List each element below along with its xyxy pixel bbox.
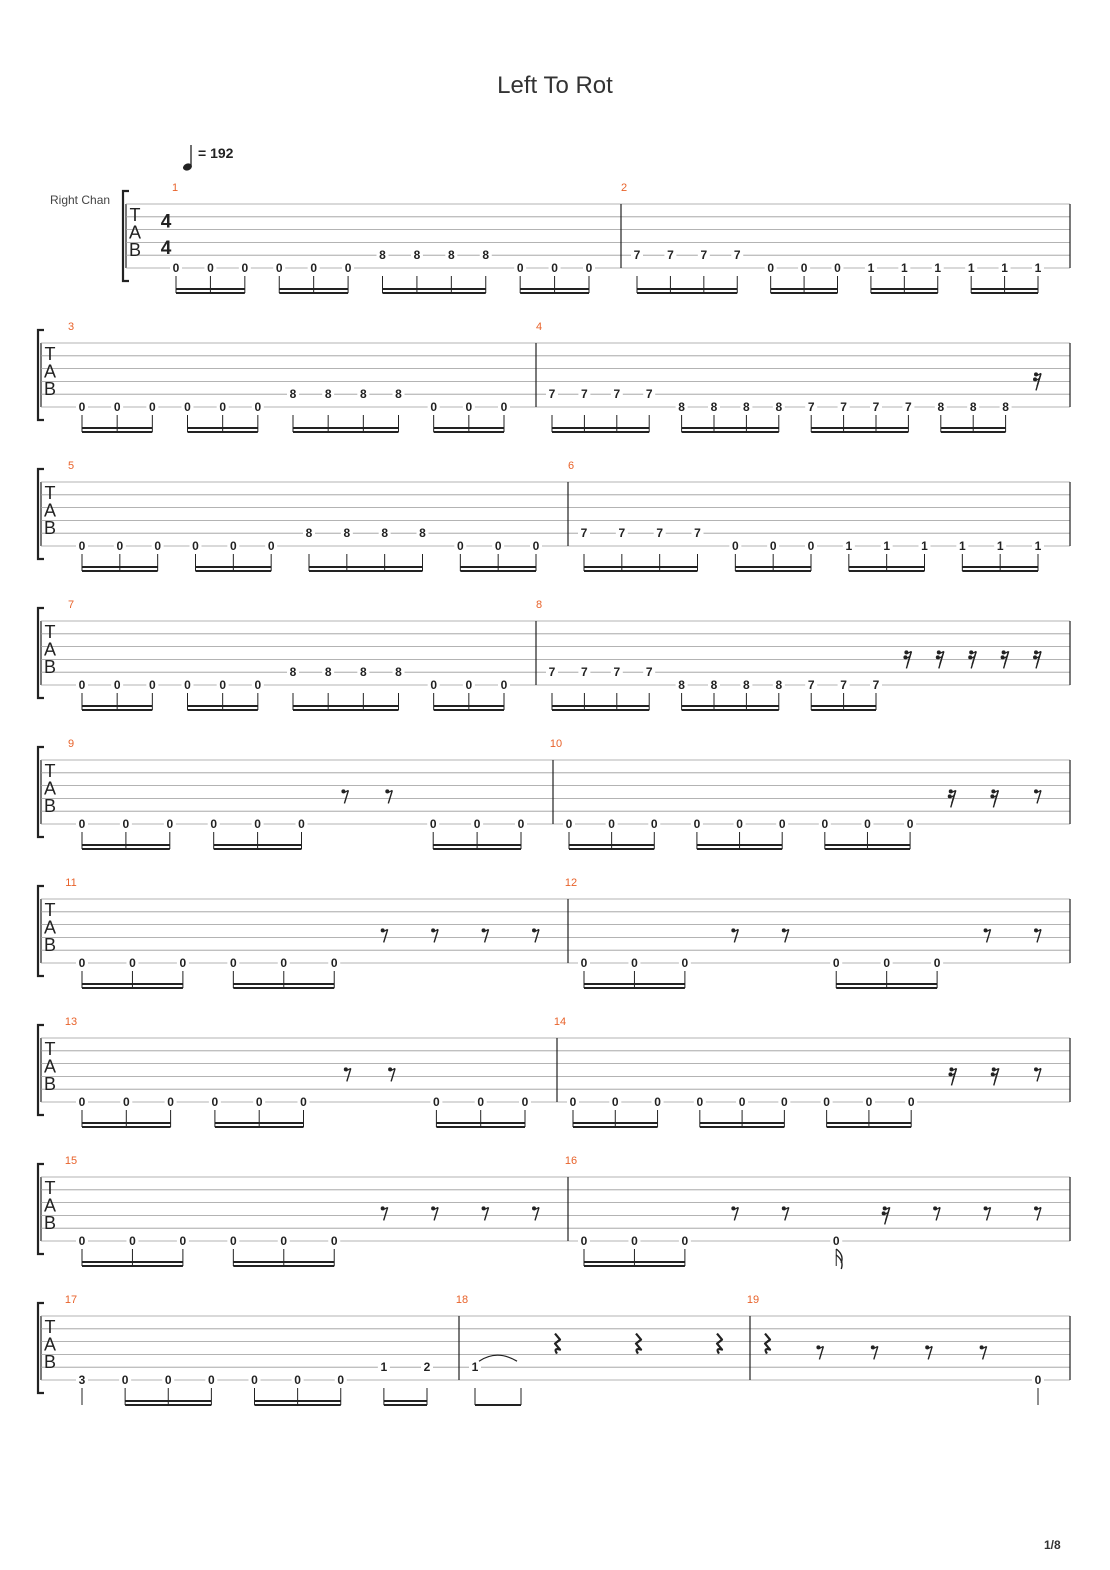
fret-number: 8: [710, 678, 718, 692]
fret-number: 0: [631, 1234, 638, 1248]
fret-number: 8: [359, 387, 367, 402]
fret-number: 0: [631, 956, 638, 970]
tab-clef-b: B: [43, 1213, 57, 1233]
fret-number: 8: [395, 665, 402, 680]
tab-clef-b: B: [43, 1074, 57, 1094]
rest-quarter: [555, 1334, 560, 1354]
measure-number: 1: [171, 182, 179, 194]
fret-number: 0: [736, 817, 743, 831]
fret-number: 8: [324, 665, 332, 680]
fret-number: 8: [289, 665, 297, 680]
fret-number: 0: [179, 1234, 187, 1248]
fret-number: 8: [743, 678, 750, 692]
fret-number: 0: [294, 1373, 301, 1387]
fret-number: 0: [654, 1095, 661, 1109]
fret-number: 0: [154, 539, 162, 553]
fret-number: 7: [613, 387, 621, 402]
fret-number: 0: [78, 539, 86, 553]
fret-number: 8: [447, 248, 455, 263]
fret-number: 7: [872, 678, 880, 692]
fret-number: 0: [310, 261, 318, 275]
fret-number: 0: [78, 956, 86, 970]
fret-number: 0: [148, 400, 156, 414]
fret-number: 0: [430, 400, 438, 414]
fret-number: 1: [1034, 539, 1042, 553]
fret-number: 1: [934, 261, 942, 275]
fret-number: 0: [494, 539, 502, 553]
fret-number: 8: [710, 400, 718, 414]
tab-clef-b: B: [128, 240, 142, 260]
rest-eighth: [1034, 789, 1041, 803]
tab-clef-t: T: [44, 1178, 56, 1198]
fret-number: 8: [1002, 400, 1009, 414]
fret-number: 1: [921, 539, 928, 553]
fret-number: 7: [645, 665, 653, 680]
fret-number: 0: [1034, 1373, 1042, 1387]
tab-clef-t: T: [44, 900, 56, 920]
rest-eighth: [984, 928, 991, 942]
fret-number: 8: [419, 526, 426, 541]
rest-eighth: [984, 1206, 991, 1220]
tab-clef-t: T: [44, 761, 56, 781]
measure-number: 9: [67, 738, 75, 750]
fret-number: 0: [807, 539, 815, 553]
fret-number: 8: [343, 526, 351, 541]
fret-number: 8: [743, 400, 750, 414]
fret-number: 8: [381, 526, 389, 541]
fret-number: 7: [613, 665, 621, 680]
fret-number: 0: [521, 1095, 529, 1109]
tab-clef-t: T: [129, 205, 141, 225]
rest-eighth: [381, 928, 388, 942]
rest-eighth: [731, 1206, 738, 1220]
fret-number: 0: [78, 400, 86, 414]
measure-number: 2: [620, 182, 628, 194]
measure-number: 3: [67, 321, 75, 333]
tab-clef-a: A: [128, 222, 142, 243]
fret-number: 8: [775, 678, 783, 692]
fret-number: 0: [517, 817, 525, 831]
fret-number: 0: [800, 261, 808, 275]
rest-eighth: [731, 928, 738, 942]
fret-number: 0: [78, 1095, 86, 1109]
tab-clef-t: T: [44, 344, 56, 364]
fret-number: 0: [473, 817, 481, 831]
fret-number: 7: [656, 526, 664, 541]
fret-number: 0: [229, 1234, 237, 1248]
fret-number: 3: [78, 1373, 86, 1387]
fret-number: 0: [693, 817, 701, 831]
fret-number: 0: [731, 539, 739, 553]
fret-number: 8: [379, 248, 386, 263]
rest-eighth: [341, 789, 348, 803]
fret-number: 7: [633, 248, 641, 263]
tab-clef-t: T: [44, 483, 56, 503]
fret-number: 8: [678, 678, 685, 692]
rest-eighth: [782, 928, 789, 942]
fret-number: 0: [906, 817, 914, 831]
fret-number: 0: [184, 400, 191, 414]
fret-number: 0: [344, 261, 352, 275]
fret-number: 0: [429, 817, 437, 831]
fret-number: 0: [933, 956, 941, 970]
fret-number: 0: [769, 539, 777, 553]
fret-number: 0: [210, 817, 218, 831]
tab-clef-b: B: [43, 935, 57, 955]
fret-number: 0: [611, 1095, 619, 1109]
fret-number: 0: [275, 261, 283, 275]
rest-eighth: [925, 1345, 932, 1359]
tab-clef-a: A: [43, 778, 57, 799]
fret-number: 0: [255, 1095, 263, 1109]
fret-number: 1: [958, 539, 966, 553]
fret-number: 7: [905, 400, 912, 414]
fret-number: 8: [359, 665, 367, 680]
fret-number: 0: [330, 1234, 338, 1248]
song-title: Left To Rot: [497, 72, 613, 99]
fret-number: 0: [148, 678, 156, 692]
fret-number: 0: [122, 1095, 130, 1109]
rest-eighth: [782, 1206, 789, 1220]
track-name-label: Right Chan: [50, 193, 111, 207]
rest-eighth: [871, 1345, 878, 1359]
fret-number: 8: [678, 400, 685, 414]
tab-clef-b: B: [43, 518, 57, 538]
fret-number: 0: [241, 261, 249, 275]
tie-arc: [479, 1355, 517, 1361]
fret-number: 7: [580, 526, 588, 541]
fret-number: 0: [864, 817, 871, 831]
tempo-value: = 192: [198, 145, 234, 161]
tab-clef-t: T: [44, 1317, 56, 1337]
fret-number: 7: [548, 665, 556, 680]
rest-eighth: [482, 928, 489, 942]
fret-number: 0: [585, 261, 593, 275]
fret-number: 0: [767, 261, 775, 275]
fret-number: 0: [330, 956, 338, 970]
fret-number: 1: [1001, 261, 1008, 275]
measure-number: 18: [455, 1294, 469, 1306]
fret-number: 0: [650, 817, 658, 831]
fret-number: 7: [872, 400, 880, 414]
fret-number: 0: [907, 1095, 915, 1109]
tab-clef-a: A: [43, 500, 57, 521]
fret-number: 0: [116, 539, 124, 553]
fret-number: 8: [289, 387, 297, 402]
fret-number: 0: [778, 817, 786, 831]
fret-number: 0: [738, 1095, 746, 1109]
fret-number: 1: [845, 539, 853, 553]
fret-number: 7: [700, 248, 708, 263]
rest-eighth: [388, 1067, 395, 1081]
tab-clef-b: B: [43, 657, 57, 677]
fret-number: 0: [821, 817, 829, 831]
measure-number: 17: [64, 1294, 78, 1306]
fret-number: 0: [267, 539, 275, 553]
fret-number: 0: [129, 1234, 136, 1248]
fret-number: 0: [477, 1095, 485, 1109]
fret-number: 0: [113, 400, 121, 414]
fret-number: 0: [565, 817, 573, 831]
fret-number: 0: [433, 1095, 440, 1109]
fret-number: 0: [164, 1373, 172, 1387]
fret-number: 0: [580, 956, 588, 970]
fret-number: 1: [1034, 261, 1042, 275]
time-signature-bottom: 4: [160, 238, 172, 260]
rest-eighth: [980, 1345, 987, 1359]
rest-eighth: [431, 928, 438, 942]
fret-number: 7: [807, 400, 815, 414]
fret-number: 0: [430, 678, 438, 692]
fret-number: 0: [580, 1234, 588, 1248]
fret-number: 0: [208, 1373, 215, 1387]
fret-number: 8: [937, 400, 945, 414]
rest-eighth: [381, 1206, 388, 1220]
rest-eighth: [933, 1206, 940, 1220]
measure-number: 4: [535, 321, 543, 333]
fret-number: 0: [781, 1095, 788, 1109]
fret-number: 0: [251, 1373, 258, 1387]
fret-number: 0: [254, 400, 262, 414]
measure-number: 16: [564, 1155, 578, 1167]
measure-number: 7: [67, 599, 75, 611]
fret-number: 7: [840, 400, 847, 414]
measure-number: 14: [553, 1016, 567, 1028]
fret-number: 8: [305, 526, 313, 541]
fret-number: 0: [129, 956, 136, 970]
rest-eighth: [532, 1206, 539, 1220]
fret-number: 0: [696, 1095, 704, 1109]
time-signature-top: 4: [160, 211, 172, 233]
fret-number: 1: [996, 539, 1004, 553]
fret-number: 0: [569, 1095, 577, 1109]
fret-number: 0: [298, 817, 305, 831]
fret-number: 1: [471, 1360, 479, 1375]
fret-number: 0: [500, 400, 508, 414]
fret-number: 7: [694, 526, 701, 541]
fret-number: 1: [900, 261, 908, 275]
fret-number: 0: [184, 678, 191, 692]
fret-number: 0: [280, 956, 288, 970]
fret-number: 8: [413, 248, 421, 263]
fret-number: 0: [834, 261, 841, 275]
fret-number: 8: [324, 387, 332, 402]
fret-number: 0: [337, 1373, 345, 1387]
fret-number: 0: [172, 261, 180, 275]
rest-eighth: [816, 1345, 823, 1359]
fret-number: 0: [465, 400, 473, 414]
fret-number: 7: [840, 678, 847, 692]
fret-number: 0: [122, 817, 130, 831]
fret-number: 1: [967, 261, 975, 275]
measure-number: 10: [549, 738, 563, 750]
fret-number: 0: [179, 956, 187, 970]
fret-number: 0: [229, 539, 237, 553]
fret-number: 0: [254, 817, 261, 831]
fret-number: 0: [456, 539, 464, 553]
rest-eighth: [482, 1206, 489, 1220]
fret-number: 0: [516, 261, 524, 275]
fret-number: 0: [280, 1234, 288, 1248]
fret-number: 0: [166, 817, 174, 831]
tab-clef-a: A: [43, 917, 57, 938]
fret-number: 0: [254, 678, 262, 692]
fret-number: 2: [423, 1360, 431, 1375]
rest-quarter: [765, 1334, 770, 1354]
fret-number: 0: [823, 1095, 830, 1109]
tab-clef-b: B: [43, 796, 57, 816]
rest-eighth: [532, 928, 539, 942]
fret-number: 0: [121, 1373, 129, 1387]
measure-number: 5: [67, 460, 75, 472]
fret-number: 0: [78, 817, 86, 831]
fret-number: 7: [645, 387, 653, 402]
fret-number: 0: [219, 400, 227, 414]
fret-number: 0: [865, 1095, 873, 1109]
fret-number: 7: [733, 248, 741, 263]
fret-number: 0: [211, 1095, 219, 1109]
fret-number: 0: [300, 1095, 307, 1109]
measure-number: 12: [564, 877, 578, 889]
tab-clef-a: A: [43, 1195, 57, 1216]
tab-clef-b: B: [43, 1352, 57, 1372]
measure-number: 15: [64, 1155, 78, 1167]
fret-number: 7: [548, 387, 556, 402]
fret-number: 0: [207, 261, 214, 275]
fret-number: 8: [482, 248, 490, 263]
tab-clef-a: A: [43, 639, 57, 660]
fret-number: 0: [681, 956, 689, 970]
fret-number: 0: [608, 817, 615, 831]
rest-quarter: [717, 1334, 722, 1354]
rest-eighth: [1034, 1206, 1041, 1220]
fret-number: 0: [532, 539, 540, 553]
rest-quarter: [636, 1334, 641, 1354]
fret-number: 0: [113, 678, 121, 692]
fret-number: 0: [832, 1234, 840, 1248]
tab-clef-t: T: [44, 1039, 56, 1059]
fret-number: 0: [219, 678, 227, 692]
fret-number: 0: [883, 956, 891, 970]
fret-number: 0: [681, 1234, 689, 1248]
fret-number: 0: [500, 678, 508, 692]
rest-eighth: [431, 1206, 438, 1220]
tab-clef-a: A: [43, 1334, 57, 1355]
tab-clef-a: A: [43, 1056, 57, 1077]
fret-number: 0: [78, 1234, 86, 1248]
fret-number: 0: [167, 1095, 174, 1109]
fret-number: 0: [192, 539, 199, 553]
page-number: 1/8: [1044, 1538, 1061, 1552]
tab-clef-b: B: [43, 379, 57, 399]
fret-number: 7: [618, 526, 626, 541]
fret-number: 1: [380, 1360, 388, 1375]
rest-eighth: [1034, 928, 1041, 942]
fret-number: 0: [551, 261, 558, 275]
fret-number: 0: [832, 956, 840, 970]
rest-eighth: [1034, 1067, 1041, 1081]
fret-number: 7: [667, 248, 674, 263]
measure-number: 13: [64, 1016, 78, 1028]
tab-clef-t: T: [44, 622, 56, 642]
measure-number: 6: [567, 460, 575, 472]
fret-number: 7: [807, 678, 815, 692]
fret-number: 0: [465, 678, 473, 692]
rest-eighth: [385, 789, 392, 803]
fret-number: 7: [581, 665, 588, 680]
measure-number: 11: [65, 877, 77, 889]
tab-clef-a: A: [43, 361, 57, 382]
fret-number: 8: [969, 400, 977, 414]
fret-number: 0: [229, 956, 237, 970]
fret-number: 1: [867, 261, 875, 275]
fret-number: 8: [775, 400, 783, 414]
rest-eighth: [344, 1067, 351, 1081]
fret-number: 0: [78, 678, 86, 692]
fret-number: 8: [395, 387, 402, 402]
fret-number: 7: [581, 387, 588, 402]
measure-number: 8: [535, 599, 543, 611]
fret-number: 1: [883, 539, 891, 553]
measure-number: 19: [746, 1294, 760, 1306]
